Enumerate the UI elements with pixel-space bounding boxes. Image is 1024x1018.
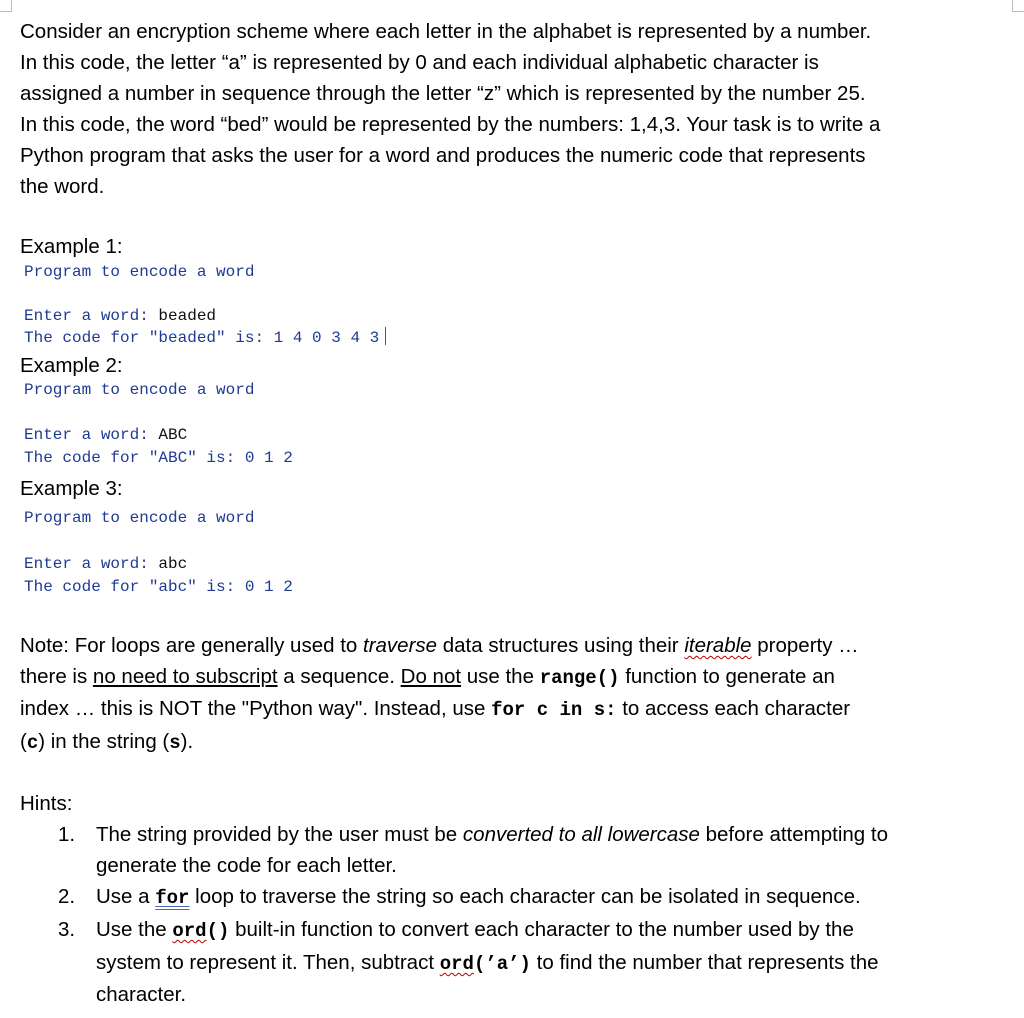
note-underlined: no need to subscript xyxy=(92,665,278,688)
example-prompt-line xyxy=(24,305,216,327)
note-line xyxy=(20,693,850,726)
prompt-text: Enter a word: xyxy=(24,426,159,444)
code-inline: () xyxy=(206,920,230,942)
note-text: Note: For loops are generally used to xyxy=(20,634,363,657)
intro-line: Python program that asks the user for a word and produces the numeric code that represents xyxy=(20,144,866,167)
note-text: index … this is NOT the "Python way". Instead, use xyxy=(20,697,492,720)
example-program-title: Program to encode a word xyxy=(24,509,255,527)
note-text: ). xyxy=(180,730,194,753)
note-text: function to generate an xyxy=(619,665,835,688)
example-prompt-line xyxy=(24,424,187,446)
note-text: there is xyxy=(20,665,93,688)
hint-line xyxy=(96,819,888,851)
list-number: 1. xyxy=(58,823,76,846)
example-heading: Example 3: xyxy=(20,477,123,500)
hint-text: Use a xyxy=(96,885,156,908)
example-program-title: Program to encode a word xyxy=(24,381,255,399)
note-underlined: Do not xyxy=(400,665,462,688)
hint-line xyxy=(96,914,854,947)
result-values: 0 1 2 xyxy=(244,578,293,596)
hint-line: generate the code for each letter. xyxy=(96,854,397,877)
page-corner-mark-left xyxy=(0,0,12,12)
hint-text: The string provided by the user must be xyxy=(96,823,463,846)
note-emphasis: iterable xyxy=(684,634,752,657)
hint-text: to find the number that represents the xyxy=(530,951,879,974)
text-cursor xyxy=(385,327,386,345)
list-number: 3. xyxy=(58,918,76,941)
note-line xyxy=(20,661,835,694)
example-prompt-line xyxy=(24,553,187,575)
note-text: to access each character xyxy=(616,697,851,720)
result-values: 0 1 2 xyxy=(244,449,293,467)
result-values: 1 4 0 3 4 3 xyxy=(273,329,380,347)
intro-line: the word. xyxy=(20,175,105,198)
hint-text: loop to traverse the string so each character can be isolated in sequence. xyxy=(189,885,861,908)
prompt-text: Enter a word: xyxy=(24,555,159,573)
note-text: ) in the string ( xyxy=(38,730,170,753)
hint-text: before attempting to xyxy=(699,823,888,846)
user-input: ABC xyxy=(158,426,188,444)
result-prefix: The code for "abc" is: xyxy=(24,578,245,596)
code-inline: ord xyxy=(439,953,474,975)
note-emphasis: traverse xyxy=(363,634,438,657)
code-inline: (’a’) xyxy=(473,953,531,975)
hint-line xyxy=(96,881,861,914)
note-text: ( xyxy=(20,730,27,753)
hint-text: built-in function to convert each character to the number used by the xyxy=(229,918,854,941)
hint-text: system to represent it. Then, subtract xyxy=(96,951,440,974)
code-inline: s xyxy=(169,732,181,754)
note-text: use the xyxy=(461,665,540,688)
hint-line xyxy=(96,947,879,980)
page-corner-mark-right xyxy=(1012,0,1024,12)
hint-emphasis: converted to all lowercase xyxy=(462,823,700,846)
user-input: beaded xyxy=(158,307,217,325)
user-input: abc xyxy=(158,555,188,573)
prompt-text: Enter a word: xyxy=(24,307,159,325)
note-line xyxy=(20,630,859,661)
example-program-title: Program to encode a word xyxy=(24,263,255,281)
intro-line: assigned a number in sequence through the letter “z” which is represented by the number 25. xyxy=(20,82,866,105)
note-text: property … xyxy=(751,634,859,657)
hints-heading: Hints: xyxy=(20,792,73,815)
intro-line: In this code, the letter “a” is represented by 0 and each individual alphabetic character is xyxy=(20,51,819,74)
list-number: 2. xyxy=(58,885,76,908)
code-inline: ord xyxy=(172,920,207,942)
note-line xyxy=(20,726,193,759)
intro-line: Consider an encryption scheme where each letter in the alphabet is represented by a number. xyxy=(20,20,872,43)
example-heading: Example 2: xyxy=(20,354,123,377)
hint-line: character. xyxy=(96,983,187,1006)
code-inline: range() xyxy=(539,667,620,689)
note-text: data structures using their xyxy=(437,634,685,657)
example-result-line xyxy=(24,327,386,349)
intro-line: In this code, the word “bed” would be represented by the numbers: 1,4,3. Your task is to write a xyxy=(20,113,881,136)
example-result-line xyxy=(24,447,293,469)
code-inline: c xyxy=(26,732,39,754)
example-result-line xyxy=(24,576,293,598)
result-prefix: The code for "ABC" is: xyxy=(24,449,245,467)
note-text: a sequence. xyxy=(277,665,401,688)
code-inline: for c in s: xyxy=(491,699,617,721)
result-prefix: The code for "beaded" is: xyxy=(24,329,274,347)
hint-text: Use the xyxy=(96,918,173,941)
code-inline: for xyxy=(155,887,190,909)
example-heading: Example 1: xyxy=(20,235,123,258)
